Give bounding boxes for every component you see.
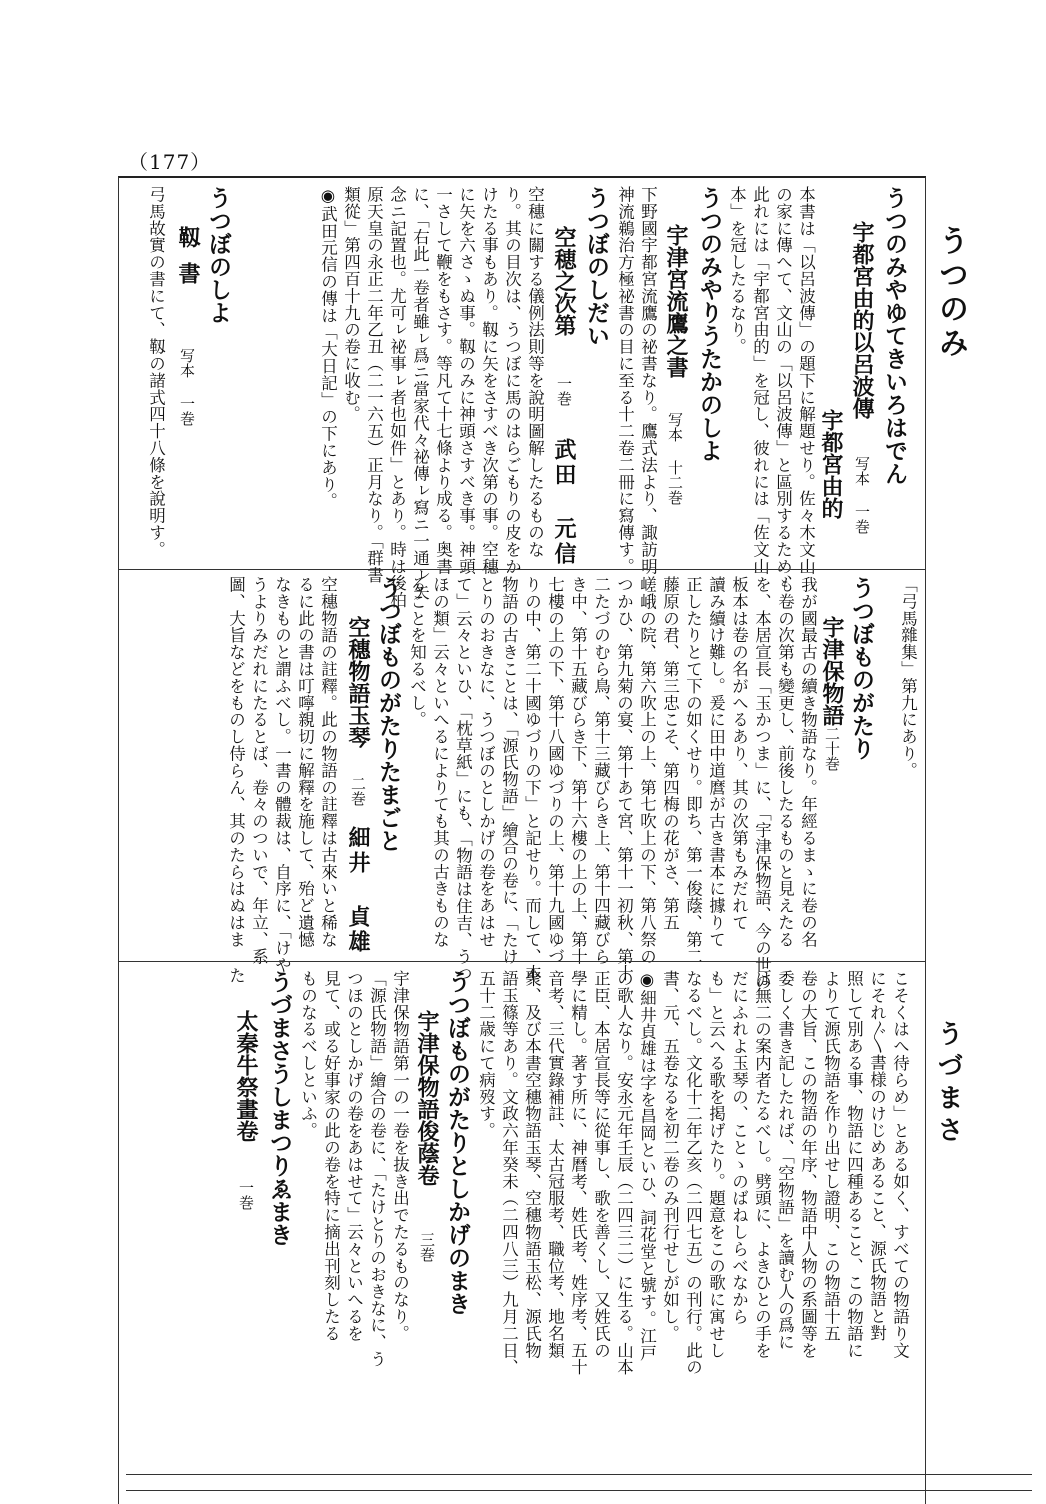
entry-body-line: も卷の次第も變更し、前後したるものと見えたる: [775, 576, 795, 948]
continuation-line: 正臣、本居宣長等に從事し、歌を善くし、又姓氏の: [591, 970, 611, 1359]
entry-body-line: 讀み續け難し。爰に田中道麿が古き書本に據りて: [706, 576, 726, 948]
continuation-line: 照して別ある事、物語に四種あること、この物語に: [844, 970, 864, 1359]
entry-body-line: 嵯峨の院、第六吹上の上、第七吹上の下、第八祭の: [637, 576, 657, 965]
entry-meta: 写本 一巻: [853, 456, 871, 534]
entry-title: 宇都宮由的以呂波傳: [849, 221, 875, 419]
continuation-line: 委しく書き記したれば、「空物語」を讀む人の爲に: [775, 970, 795, 1351]
entry-body-line: 「源氏物語」繪合の卷に、「たけとりのおきなに、う: [367, 970, 387, 1368]
entry-heading: うつぼものがたり: [848, 576, 874, 760]
bottom-rule: [126, 1490, 1032, 1491]
continuation-line: 卷の大旨、この物語の年序、物語中人物の系圖等を: [798, 970, 818, 1359]
entry-body-line: 板本は卷の名がへるあり、其の次第もみだれて: [729, 576, 749, 931]
entry-body-line: とりのおきなに、うつぼのとしかげの卷をあはせ: [476, 576, 496, 948]
continuation-line: 學に精し。著す所に、神曆考、姓氏考、姓序考、五十: [568, 970, 588, 1376]
page-number: （177）: [128, 150, 212, 174]
entry-title: 靱書: [175, 226, 201, 298]
entry-heading: うつぼのしよ: [205, 186, 231, 324]
entry-meta: 三巻: [418, 1232, 436, 1262]
entry-body-line: うよりみだれにたるとば、卷々のついで、年立、系: [249, 576, 269, 965]
entry-author: 細井 貞雄: [345, 826, 371, 955]
continuation-line: なるべし。文化十二年乙亥（二四七五）の刊行。此の: [683, 970, 703, 1376]
entry-meta: 二巻: [349, 776, 367, 806]
entry-body-line: 宇津保物語第一の一卷を抜き出でたるものなり。: [390, 970, 410, 1342]
entry-title: 宇津保物語俊蔭卷: [414, 1010, 440, 1186]
entry-meta: 写本 十二巻: [666, 412, 684, 505]
continuation-line: だにふれよ玉琴の、ことゝのばねしらべなから: [729, 970, 749, 1325]
entry-title: 宇津保物語: [819, 616, 845, 726]
entry-meta: 二十巻: [823, 726, 841, 771]
entry-heading: うつのみやゆてきいろはでん: [881, 186, 907, 485]
entry-body-line: 原天皇の永正二年乙丑（二一六五）正月なり。「群書: [364, 186, 384, 584]
continuation-line: ◉細井貞雄は字を昌岡といひ、詞花堂と號す。江戸: [637, 970, 657, 1362]
entry-heading: うつのみやりうたかのしよ: [696, 186, 722, 462]
entry-title: 空穗物語玉琴: [345, 616, 371, 748]
entry-body-line: けたる事もあり。靱に矢をさすべき次第の事。空穗: [479, 186, 499, 575]
entry-body-line: 弓馬故實の書にて、靱の諸式四十八條を說明す。: [146, 186, 166, 558]
tier-divider: [119, 569, 925, 570]
continuation-line: 書、元、五卷なるを初二卷のみ刊行せしが如し。: [660, 970, 680, 1342]
continuation-line: にそれ〲書様のけじめあること、源氏物語と對: [867, 970, 887, 1342]
continuation-line: も」と云へる歌を掲げたり。題意をこの歌に寓せし: [706, 970, 726, 1359]
continuation-line: 聚、及び本書空穗物語玉琴、空穗物語玉松、源氏物: [522, 970, 542, 1359]
entry-body-line: なきものと謂ふべし。一書の體裁は、自序に、「けや: [272, 576, 292, 974]
entry-heading: うづまさうしまつりゑまき: [266, 970, 292, 1246]
entry-body-line: に矢を六さゝぬ事。靱のみに神頭さすべき事。神頭: [456, 186, 476, 575]
entry-body-line: き中、第十五藏びらき下、第十六樓の上の上、第十: [568, 576, 588, 965]
entry-title: 空穂之次第: [551, 226, 577, 336]
entry-body-line: 我が國最古の續き物語なり。年經るまゝに卷の名: [798, 576, 818, 948]
entry-body-line: つかひ、第九菊の宴、第十あて宮、第十一初秋、第十: [614, 576, 634, 982]
tier-lead-line: 「弓馬雜集」第九にあり。: [898, 576, 918, 779]
continuation-line: の歌人なり。安永元年壬辰（二四三二）に生る。山本: [614, 970, 634, 1376]
entry-body-line: ることを知るべし。: [407, 576, 427, 729]
entry-body-line: 此れには「宇都宮由的」を冠し、彼れには「佐文山: [750, 186, 770, 575]
entry-body-line: の家に傳へて、文山の「以呂波傳」と區別するため、: [773, 186, 793, 592]
entry-body-line: 見て、或る好事家の此の卷を特に摘出刊刻したる: [321, 970, 341, 1342]
running-head-right: うつのみ: [933, 225, 968, 361]
entry-body-line: 神流鵜治方極祕書の目に至る十二卷二冊に寫傳す。: [615, 186, 635, 575]
entry-meta: 一巻: [555, 376, 573, 406]
entry-body-line: 一さして鞭をもさす。等凡て十七條より成る。奥書: [433, 186, 453, 575]
tier-1: [119, 186, 925, 609]
entry-body-line: 類從」第四百十九の卷に收む。: [341, 186, 361, 423]
continuation-line: 音考、三代實錄補註、太古冠服考、職位考、地名類: [545, 970, 565, 1359]
tier-divider: [119, 961, 925, 962]
entry-body-line: 二たづのむら鳥、第十三藏びらき上、第十四藏びら: [591, 576, 611, 965]
entry-body-line: 本書は「以呂波傳」の題下に解題せり。佐々木文山: [796, 186, 816, 575]
entry-heading: うつぼものがたりとしかげのまき: [444, 970, 470, 1315]
entry-body-line: 藤原の君、第三忠こそ、第四梅の花がさ、第五: [660, 576, 680, 931]
entry-title: 宇津宮流鷹之書: [663, 224, 689, 378]
continuation-line: こそくはへ待らめ」とある如く、すべての物語り文: [890, 970, 910, 1359]
tier-2: [119, 576, 925, 991]
entry-body-line: ものなるべしといふ。: [298, 970, 318, 1139]
continuation-line: 語玉篠等あり。文政六年癸未（二四八三）九月二日、: [499, 970, 519, 1376]
entry-body-line: ほの類」云々といへるによりても其の古きものな: [430, 576, 450, 948]
entry-body-line: りの中、第二十國ゆづりの下」と記せり。而して、本: [522, 576, 542, 982]
entry-author: 武田 元信: [551, 438, 577, 567]
entry-body-line: 七樓の上の下、第十八國ゆづりの上、第十九國ゆづ: [545, 576, 565, 965]
running-head-left: うづまさ: [933, 1020, 963, 1148]
entry-body-line: 空穗物語の註釋。此の物語の註釋は古來いと稀な: [318, 576, 338, 948]
entry-body-line: 本」を冠したるなり。: [727, 186, 747, 355]
entry-body-line: 空穗に關する儀例法則等を說明圖解したるものな: [525, 186, 545, 558]
bottom-rule: [126, 1474, 1032, 1475]
entry-heading: うつぼものがたりたまごと: [375, 576, 401, 852]
entry-body-line: て」云々といひ、「枕草紙」にも、「物語は住吉、うつ: [453, 576, 473, 982]
entry-author: 宇都宮由的: [818, 409, 844, 519]
entry-body-line: つほのとしかげの卷をあはせて」云々といへるを: [344, 970, 364, 1342]
entry-body-line: 正したりとて下の如くせり。即ち、第一俊蔭、第二: [683, 576, 703, 965]
entry-body-line: 下野國宇都宮流鷹の祕書なり。鷹式法より、諏訪明: [638, 186, 658, 575]
entry-meta: 写本 一巻: [178, 348, 196, 426]
continuation-line: は無二の案内者たるべし。劈頭に、よきひとの手を: [752, 970, 772, 1359]
entry-body-line: り。其の目次は、うつぼに馬のはらごもりの皮をか: [502, 186, 522, 575]
entry-body-line: を、本居宣長「玉かつま」に、「宇津保物語、今の世の: [752, 576, 772, 991]
entry-heading: うつぼのしだい: [583, 186, 609, 347]
entry-title: 太秦牛祭畫卷: [233, 1010, 259, 1142]
continuation-line: 五十二歳にて病歿す。: [476, 970, 496, 1139]
entry-body-line: に、「右此一卷者雖ㇾ爲ニ當家代々祕傳ㇾ寫ニ一通ㇾ矢: [410, 186, 430, 601]
dictionary-page-frame: [118, 176, 926, 1504]
entry-body-line: 物語の古きことは、「源氏物語」繪合の卷に、「たけ: [499, 576, 519, 966]
tier-3: [119, 970, 925, 1376]
entry-body-line: ◉武田元信の傳は「大日記」の下にあり。: [318, 186, 338, 510]
entry-meta: 一巻: [237, 1180, 255, 1210]
entry-body-line: るに此の書は叮嚀親切に解釋を施して、殆ど遺憾: [295, 576, 315, 948]
entry-body-line: 念ニ記置也。尤可ㇾ祕事ㇾ者也如件」とあり。時は後柏: [387, 186, 407, 609]
continuation-line: よりて源氏物語を作り出せし證明、この物語十五: [821, 970, 841, 1342]
entry-body-line: 圖、大旨などをものし侍らん、其のたらはぬはま た: [226, 576, 246, 985]
